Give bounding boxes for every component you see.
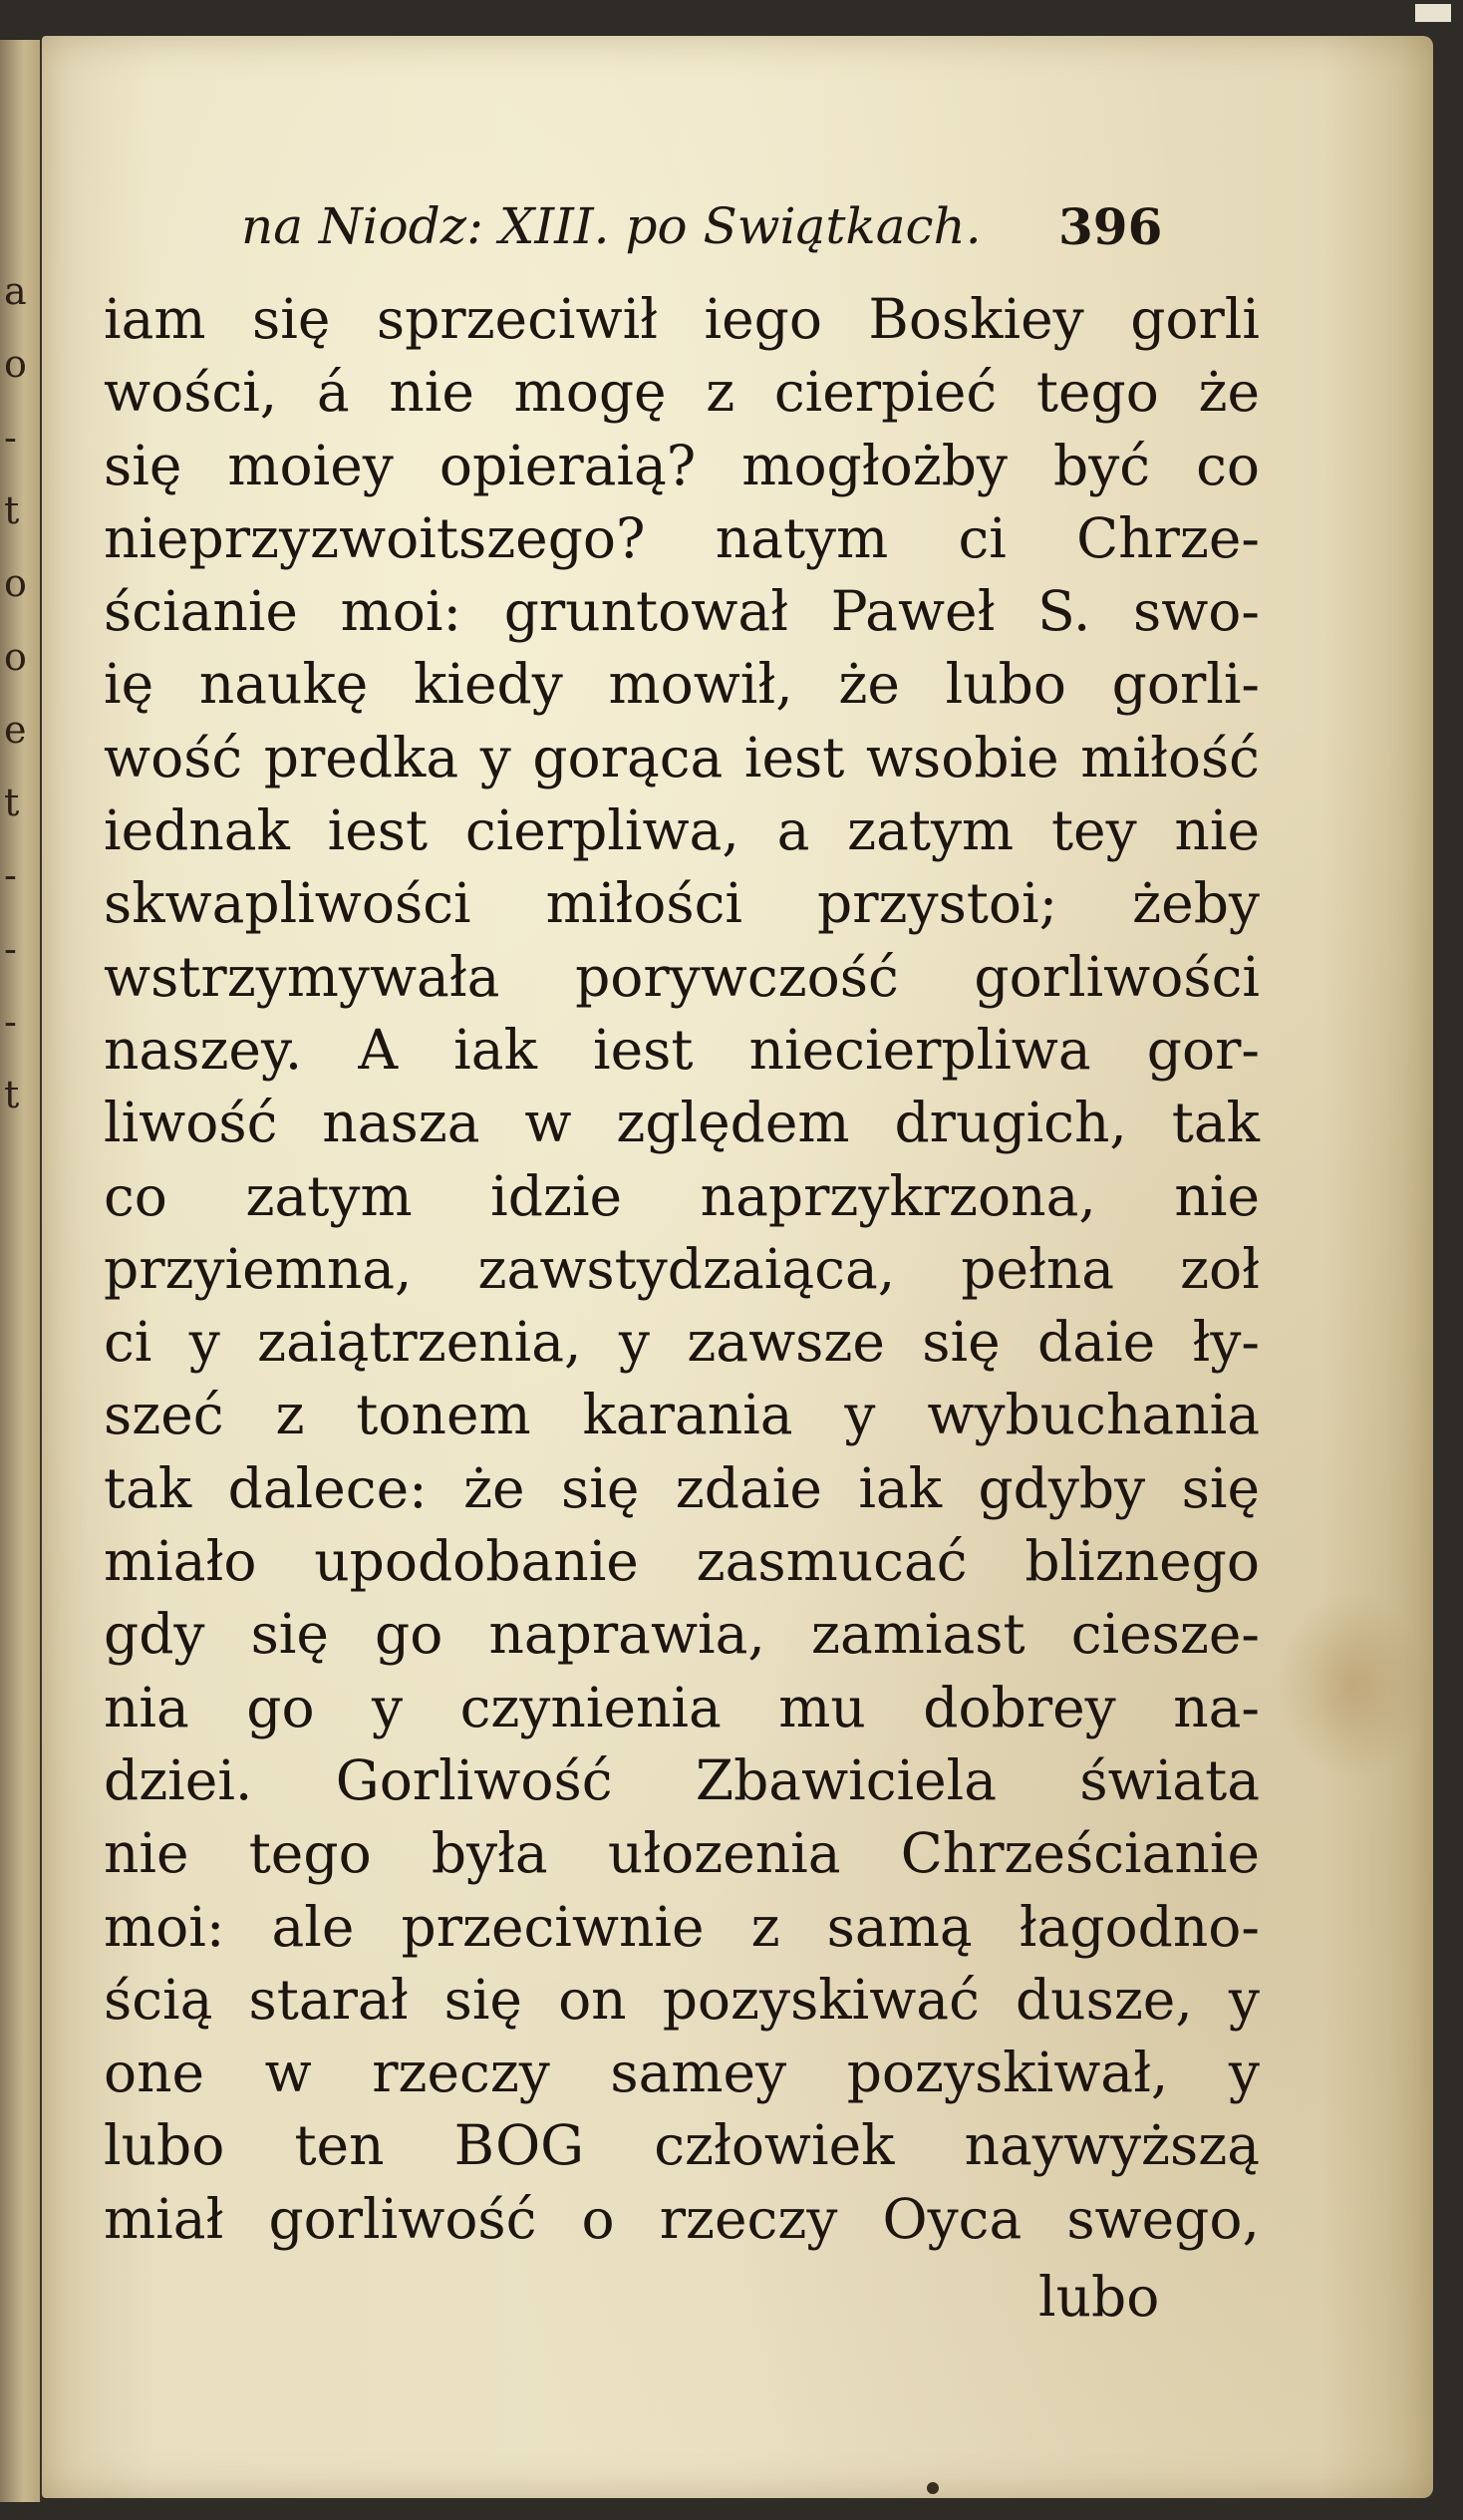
running-header (241, 197, 1188, 255)
text-line: wości, á nie mogę z cierpieć tego że (104, 360, 1260, 425)
text-line: naszey. A iak iest niecierpliwa gor- (104, 1017, 1260, 1082)
text-line: ścianie moi: gruntował Paweł S. swo- (104, 579, 1260, 644)
body-text (104, 283, 1260, 2256)
text-line: szeć z tonem karania y wybuchania (104, 1383, 1260, 1447)
left-page-fragment: o (4, 561, 27, 606)
text-line: wość predka y gorąca iest wsobie miłość (104, 725, 1260, 789)
page-mark (927, 2482, 939, 2494)
left-page-fragment: t (4, 487, 20, 532)
text-line: nia go y czynienia mu dobrey na- (104, 1675, 1260, 1739)
text-line: liwość nasza w zględem drugich, tak (104, 1091, 1260, 1155)
paper-stain (1278, 1591, 1427, 1780)
text-line: miał gorliwość o rzeczy Oyca swego, (104, 2186, 1260, 2251)
text-line: ci y zaiątrzenia, y zawsze się daie ły- (104, 1310, 1260, 1375)
left-page-fragment: - (4, 853, 17, 898)
left-page-fragment: t (4, 1073, 20, 1117)
text-line: iam się sprzeciwił iego Boskiey gorli (104, 287, 1260, 351)
text-line: dziei. Gorliwość Zbawiciela świata (104, 1747, 1260, 1812)
text-line: przyiemna, zawstydzaiąca, pełna zoł (104, 1236, 1260, 1301)
left-page-fragments (0, 40, 40, 2502)
text-line: skwapliwości miłości przystoi; żeby (104, 871, 1260, 936)
left-page-fragment: e (4, 707, 27, 752)
left-page-fragment: o (4, 342, 27, 387)
text-line: moi: ale przeciwnie z samą łagodno- (104, 1894, 1260, 1959)
text-line: się moiey opieraią? mogłożby być co (104, 433, 1260, 497)
running-title: na Niodz: XIII. po Swiątkach. (241, 197, 982, 255)
text-line: nie tego była ułozenia Chrześcianie (104, 1821, 1260, 1886)
left-page-edge (0, 40, 42, 2502)
left-page-fragment: a (4, 269, 27, 313)
text-line: miało upodobanie zasmucać bliznego (104, 1529, 1260, 1594)
left-page-fragment: - (4, 1000, 17, 1044)
catchword: lubo (1038, 2265, 1160, 2329)
text-line: ścią starał się on pozyskiwać dusze, y (104, 1967, 1260, 2032)
text-line: wstrzymywała porywczość gorliwości (104, 944, 1260, 1009)
left-page-fragment: - (4, 926, 17, 971)
corner-marker (1415, 4, 1451, 22)
text-line: nieprzyzwoitszego? natym ci Chrze- (104, 505, 1260, 570)
text-line: gdy się go naprawia, zamiast ciesze- (104, 1602, 1260, 1667)
text-line: tak dalece: że się zdaie iak gdyby się (104, 1455, 1260, 1520)
page (42, 36, 1433, 2498)
page-number: 396 (1058, 197, 1163, 256)
left-page-fragment: o (4, 634, 27, 679)
text-line: iednak iest cierpliwa, a zatym tey nie (104, 798, 1260, 863)
left-page-fragment: - (4, 415, 17, 460)
text-line: one w rzeczy samey pozyskiwał, y (104, 2041, 1260, 2105)
left-page-fragment: t (4, 781, 20, 825)
text-line: ię naukę kiedy mowił, że lubo gorli- (104, 652, 1260, 717)
text-line: lubo ten BOG człowiek naywyższą (104, 2113, 1260, 2178)
text-line: co zatym idzie naprzykrzona, nie (104, 1163, 1260, 1228)
